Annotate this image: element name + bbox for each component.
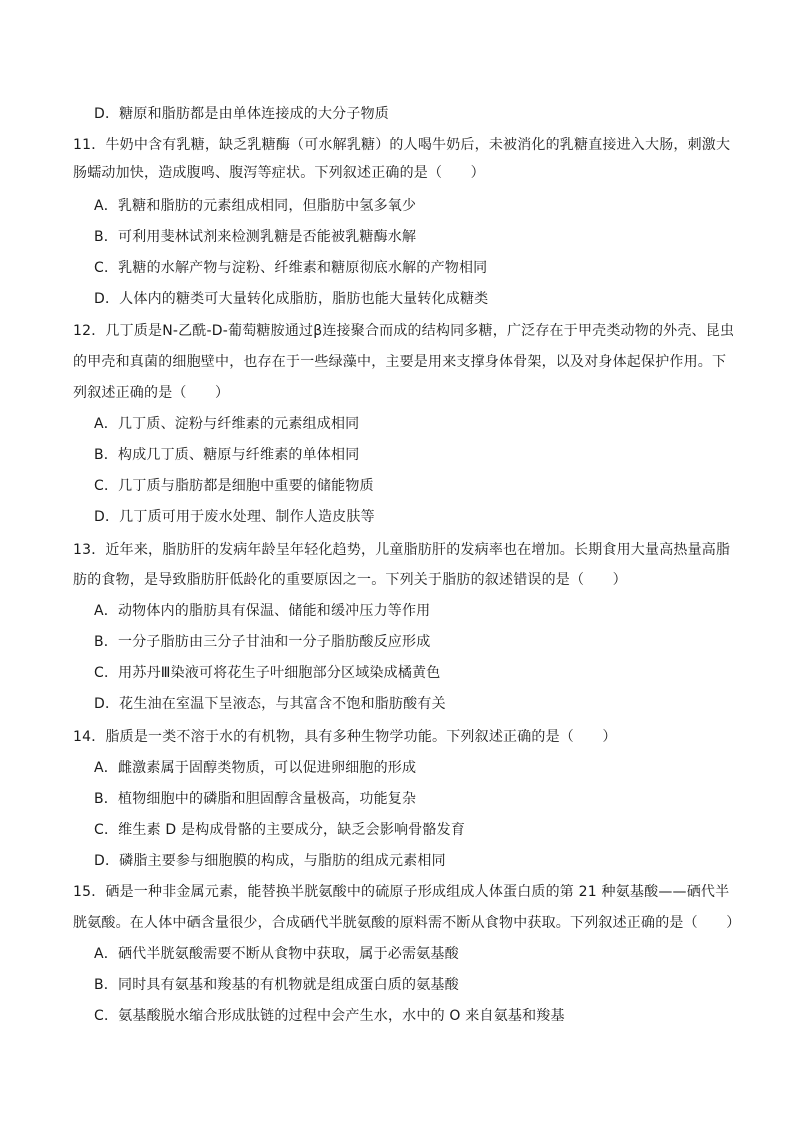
- q15-option-a: A．硒代半胱氨酸需要不断从食物中获取，属于必需氨基酸: [94, 946, 459, 962]
- q12-option-c: C．几丁质与脂肪都是细胞中重要的储能物质: [94, 478, 374, 494]
- q13-option-b: B．一分子脂肪由三分子甘油和一分子脂肪酸反应形成: [94, 634, 431, 650]
- q14-option-a: A．雌激素属于固醇类物质，可以促进卵细胞的形成: [94, 760, 417, 776]
- q13-option-c: C．用苏丹Ⅲ染液可将花生子叶细胞部分区域染成橘黄色: [94, 665, 441, 681]
- q12-option-b: B．构成几丁质、糖原与纤维素的单体相同: [94, 447, 360, 463]
- q13-option-a: A．动物体内的脂肪具有保温、储能和缓冲压力等作用: [94, 603, 431, 619]
- q13-stem-line-2: 肪的食物，是导致脂肪肝低龄化的重要原因之一。下列关于脂肪的叙述错误的是（ ）: [73, 572, 627, 588]
- q11-stem-line-1: 11．牛奶中含有乳糖，缺乏乳糖酶（可水解乳糖）的人喝牛奶后，未被消化的乳糖直接进入大肠，刺激大: [73, 137, 731, 153]
- q11-option-c: C．乳糖的水解产物与淀粉、纤维素和糖原彻底水解的产物相同: [94, 260, 488, 276]
- q13-stem-line-1: 13．近年来，脂肪肝的发病年龄呈年轻化趋势，儿童脂肪肝的发病率也在增加。长期食用大量高热量高脂: [73, 542, 731, 558]
- q15-stem-line-2: 胱氨酸。在人体中硒含量很少，合成硒代半胱氨酸的原料需不断从食物中获取。下列叙述正确的是（ ）: [73, 915, 741, 931]
- q11-option-a: A．乳糖和脂肪的元素组成相同，但脂肪中氢多氧少: [94, 198, 417, 214]
- q12-option-d: D．几丁质可用于废水处理、制作人造皮肤等: [94, 509, 375, 525]
- q14-option-c: C．维生素 D 是构成骨骼的主要成分，缺乏会影响骨骼发育: [94, 822, 466, 838]
- q14-stem-line-1: 14．脂质是一类不溶于水的有机物，具有多种生物学功能。下列叙述正确的是（ ）: [73, 729, 617, 745]
- q11-stem-line-2: 肠蠕动加快，造成腹鸣、腹泻等症状。下列叙述正确的是（ ）: [73, 165, 485, 181]
- q15-option-b: B．同时具有氨基和羧基的有机物就是组成蛋白质的氨基酸: [94, 977, 459, 993]
- q10-option-d: D．糖原和脂肪都是由单体连接成的大分子物质: [94, 106, 389, 122]
- q12-stem-line-2: 的甲壳和真菌的细胞壁中，也存在于一些绿藻中，主要是用来支撑身体骨架，以及对身体起保护作用。下: [73, 354, 727, 370]
- q12-stem-line-3: 列叙述正确的是（ ）: [73, 385, 230, 401]
- q14-option-d: D．磷脂主要参与细胞膜的构成，与脂肪的组成元素相同: [94, 853, 446, 869]
- q12-stem-line-1: 12．几丁质是N-乙酰-D-葡萄糖胺通过β连接聚合而成的结构同多糖，广泛存在于甲壳类动物的外壳、昆虫: [73, 323, 735, 339]
- q11-option-d: D．人体内的糖类可大量转化成脂肪，脂肪也能大量转化成糖类: [94, 291, 489, 307]
- q12-option-a: A．几丁质、淀粉与纤维素的元素组成相同: [94, 416, 360, 432]
- q13-option-d: D．花生油在室温下呈液态，与其富含不饱和脂肪酸有关: [94, 696, 446, 712]
- q15-option-c: C．氨基酸脱水缩合形成肽链的过程中会产生水，水中的 O 来自氨基和羧基: [94, 1008, 565, 1024]
- q14-option-b: B．植物细胞中的磷脂和胆固醇含量极高，功能复杂: [94, 791, 417, 807]
- q11-option-b: B．可利用斐林试剂来检测乳糖是否能被乳糖酶水解: [94, 229, 417, 245]
- q15-stem-line-1: 15．硒是一种非金属元素，能替换半胱氨酸中的硫原子形成组成人体蛋白质的第 21 种氨基酸——硒代半: [73, 884, 730, 900]
